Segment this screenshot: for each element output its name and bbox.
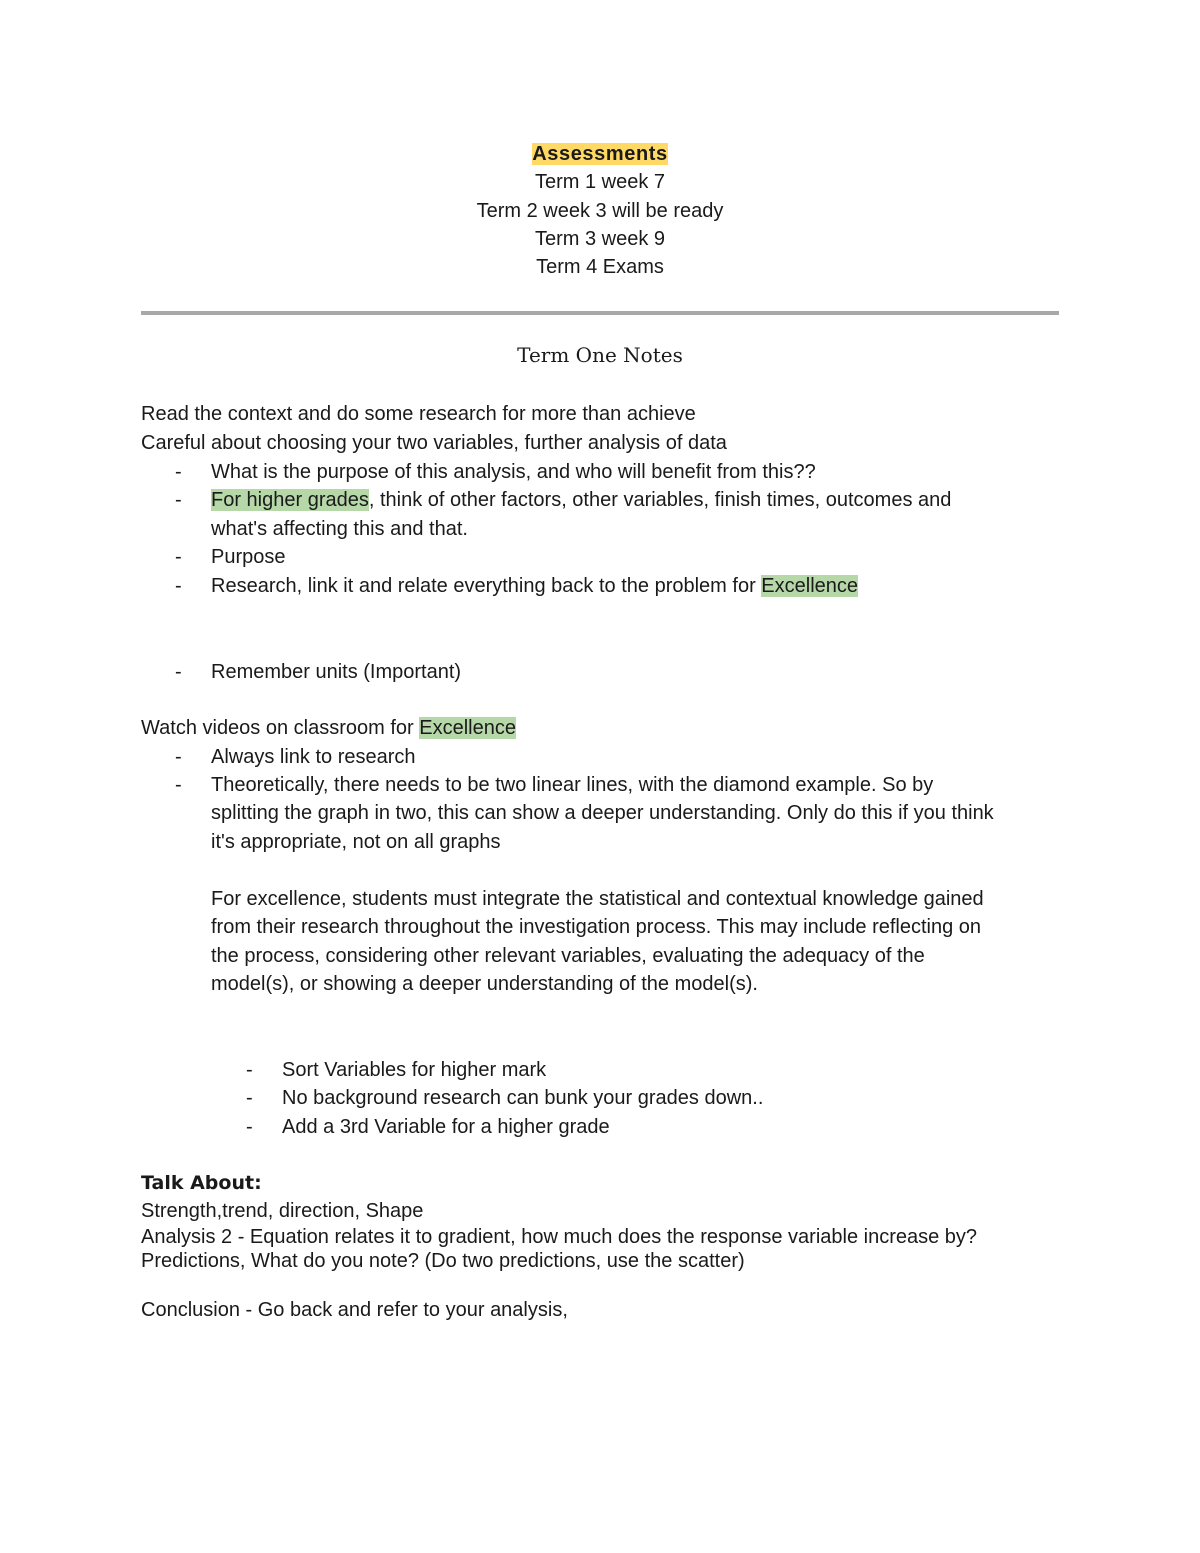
bullet-research	[211, 574, 858, 598]
bullet-third-variable: Add a 3rd Variable for a higher grade	[282, 1116, 610, 1138]
bullet-dash: -	[246, 1116, 253, 1138]
watch-videos-text: Watch videos on classroom for	[141, 717, 420, 739]
talk-about-line-3: Predictions, What do you note? (Do two predictions, use the scatter)	[141, 1250, 745, 1272]
assessment-term-3: Term 3 week 9	[534, 228, 666, 250]
bullet-theoretically-line-3: it's appropriate, not on all graphs	[211, 831, 501, 853]
bullet-sort-variables: Sort Variables for higher mark	[282, 1059, 547, 1081]
talk-about-heading: Talk About:	[141, 1172, 262, 1194]
conclusion-line: Conclusion - Go back and refer to your analysis,	[141, 1299, 568, 1321]
bullet-higher-grades	[211, 488, 951, 512]
bullet-dash: -	[175, 489, 182, 511]
excellence-paragraph-line-4: model(s), or showing a deeper understanding of the model(s).	[211, 973, 758, 995]
highlight-excellence-watch: Excellence	[419, 717, 516, 739]
intro-line-1: Read the context and do some research for more than achieve	[141, 403, 696, 425]
bullet-background-research: No background research can bunk your grades down..	[282, 1087, 764, 1109]
bullet-dash: -	[246, 1059, 253, 1081]
assessment-term-1: Term 1 week 7	[534, 171, 666, 193]
bullet-purpose: Purpose	[211, 546, 286, 568]
assessment-term-4: Term 4 Exams	[536, 256, 664, 278]
bullet-theoretically-line-1: Theoretically, there needs to be two linear lines, with the diamond example. So by	[211, 774, 934, 796]
highlight-excellence: Excellence	[761, 575, 859, 597]
bullet-dash: -	[175, 546, 182, 568]
assessments-block	[0, 142, 1200, 166]
highlight-higher-grades: For higher grades	[211, 489, 369, 511]
bullet-dash: -	[175, 461, 182, 483]
bullet-purpose-question: What is the purpose of this analysis, and who will benefit from this??	[211, 461, 816, 483]
excellence-paragraph-line-1: For excellence, students must integrate the statistical and contextual knowledge gained	[211, 888, 984, 910]
horizontal-divider	[141, 311, 1059, 315]
bullet-dash: -	[246, 1087, 253, 1109]
bullet-units: Remember units (Important)	[211, 661, 462, 683]
bullet-dash: -	[175, 746, 182, 768]
excellence-paragraph-line-2: from their research throughout the investigation process. This may include reflecting on	[211, 916, 982, 938]
talk-about-line-1: Strength,trend, direction, Shape	[141, 1200, 424, 1222]
bullet-research-text: Research, link it and relate everything back to the problem for	[211, 575, 762, 597]
intro-line-2: Careful about choosing your two variables, further analysis of data	[141, 432, 727, 454]
talk-about-line-2: Analysis 2 - Equation relates it to gradient, how much does the response variable increase by?	[141, 1226, 978, 1248]
bullet-dash: -	[175, 575, 182, 597]
excellence-paragraph-line-3: the process, considering other relevant variables, evaluating the adequacy of the	[211, 945, 925, 967]
bullet-dash: -	[175, 774, 182, 796]
bullet-theoretically-line-2: splitting the graph in two, this can show a deeper understanding. Only do this if you think	[211, 802, 994, 824]
notes-title: Term One Notes	[517, 343, 683, 367]
bullet-higher-grades-rest: , think of other factors, other variables, finish times, outcomes and	[368, 489, 952, 511]
bullet-dash: -	[175, 661, 182, 683]
assessments-heading: Assessments	[532, 143, 668, 165]
bullet-higher-grades-line-2: what's affecting this and that.	[211, 518, 468, 540]
watch-videos-line	[141, 716, 516, 740]
bullet-link-research: Always link to research	[211, 746, 416, 768]
assessment-term-2: Term 2 week 3 will be ready	[476, 200, 724, 222]
